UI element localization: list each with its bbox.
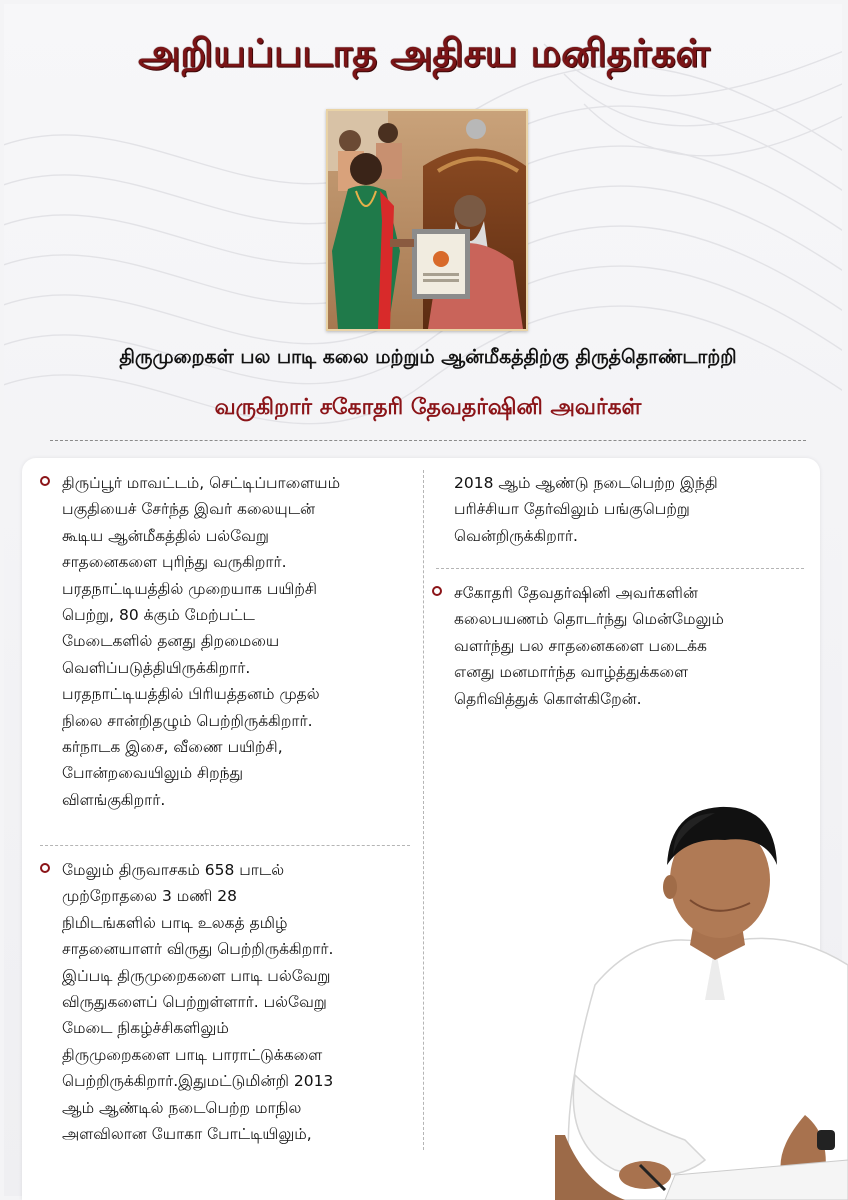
text-line: சாதனையாளர் விருது பெற்றிருக்கிறார். xyxy=(62,940,334,959)
text-line: முற்றோதலை 3 மணி 28 xyxy=(62,887,237,906)
text-line: திருமுறைகளை பாடி பாராட்டுக்களை xyxy=(62,1045,323,1064)
text-line: வென்றிருக்கிறார். xyxy=(454,526,578,545)
text-line: அளவிலான யோகா போட்டியிலும், xyxy=(62,1125,312,1144)
left-para-2-text xyxy=(62,857,333,1147)
text-line: விருதுகளைப் பெற்றுள்ளார். பல்வேறு xyxy=(62,993,327,1012)
person-signing-image xyxy=(555,795,848,1200)
text-line: கூடிய ஆன்மீகத்தில் பல்வேறு xyxy=(62,526,269,545)
right-para-2 xyxy=(432,580,724,712)
text-line: எனது மனமார்ந்த வாழ்த்துக்களை xyxy=(454,663,689,682)
bullet-icon xyxy=(40,476,50,486)
subtitle-line-2: வருகிறார் சகோதரி தேவதர்ஷினி அவர்கள் xyxy=(214,394,642,420)
text-line: சகோதரி தேவதர்ஷினி அவர்களின் xyxy=(454,584,698,602)
text-line: சாதனைகளை புரிந்து வருகிறார். xyxy=(62,553,287,572)
text-line: கலைபயணம் தொடர்ந்து மென்மேலும் xyxy=(454,610,724,629)
section-divider xyxy=(50,440,806,441)
left-paragraph-separator xyxy=(40,845,410,846)
text-line: மேலும் திருவாசகம் 658 பாடல் xyxy=(62,861,285,879)
text-line: பெற்று, 80 க்கும் மேற்பட்ட xyxy=(62,606,255,625)
text-line: பரிச்சியா தேர்விலும் பங்குபெற்று xyxy=(454,500,690,519)
text-line: மேடை நிகழ்ச்சிகளிலும் xyxy=(62,1019,229,1038)
right-para-2-text xyxy=(454,580,724,712)
text-line: ஆம் ஆண்டில் நடைபெற்ற மாநில xyxy=(62,1098,302,1117)
right-para-1-text xyxy=(454,470,718,549)
text-line: திருப்பூர் மாவட்டம், செட்டிப்பாளையம் xyxy=(62,474,341,492)
text-line: இப்படி திருமுறைகளை பாடி பல்வேறு xyxy=(62,966,331,985)
left-para-1-text xyxy=(62,470,340,813)
left-para-1 xyxy=(40,470,340,813)
text-line: கர்நாடக இசை, வீணை பயிற்சி, xyxy=(62,738,283,757)
column-divider xyxy=(423,470,424,1150)
bullet-icon xyxy=(432,586,442,596)
text-line: மேடைகளில் தனது திறமையை xyxy=(62,632,280,651)
text-line: பெற்றிருக்கிறார்.இதுமட்டுமின்றி 2013 xyxy=(62,1072,334,1091)
subtitle-line-1: திருமுறைகள் பல பாடி கலை மற்றும் ஆன்மீகத்திற்கு திருத்தொண்டாற்றி xyxy=(119,346,737,368)
text-line: போன்றவையிலும் சிறந்து xyxy=(62,764,244,783)
text-line: நிலை சான்றிதழும் பெற்றிருக்கிறார். xyxy=(62,711,313,730)
text-line: வெளிப்படுத்தியிருக்கிறார். xyxy=(62,658,251,677)
bullet-icon xyxy=(40,863,50,873)
text-line: நிமிடங்களில் பாடி உலகத் தமிழ் xyxy=(62,913,288,932)
right-paragraph-separator xyxy=(436,568,804,569)
text-line: பரதநாட்டியத்தில் பிரியத்தனம் முதல் xyxy=(62,685,320,704)
award-ceremony-image xyxy=(328,111,526,329)
text-line: பகுதியைச் சேர்ந்த இவர் கலையுடன் xyxy=(62,500,316,519)
text-line: பரதநாட்டியத்தில் முறையாக பயிற்சி xyxy=(62,579,318,598)
text-line: 2018 ஆம் ஆண்டு நடைபெற்ற இந்தி xyxy=(454,474,718,492)
text-line: விளங்குகிறார். xyxy=(62,790,166,809)
right-para-1 xyxy=(454,470,718,549)
text-line: தெரிவித்துக் கொள்கிறேன். xyxy=(454,689,642,708)
left-para-2 xyxy=(40,857,333,1147)
award-photo xyxy=(326,109,528,331)
page-title: அறியப்படாத அதிசய மனிதர்கள் xyxy=(138,30,710,75)
text-line: வளர்ந்து பல சாதனைகளை படைக்க xyxy=(454,636,707,655)
